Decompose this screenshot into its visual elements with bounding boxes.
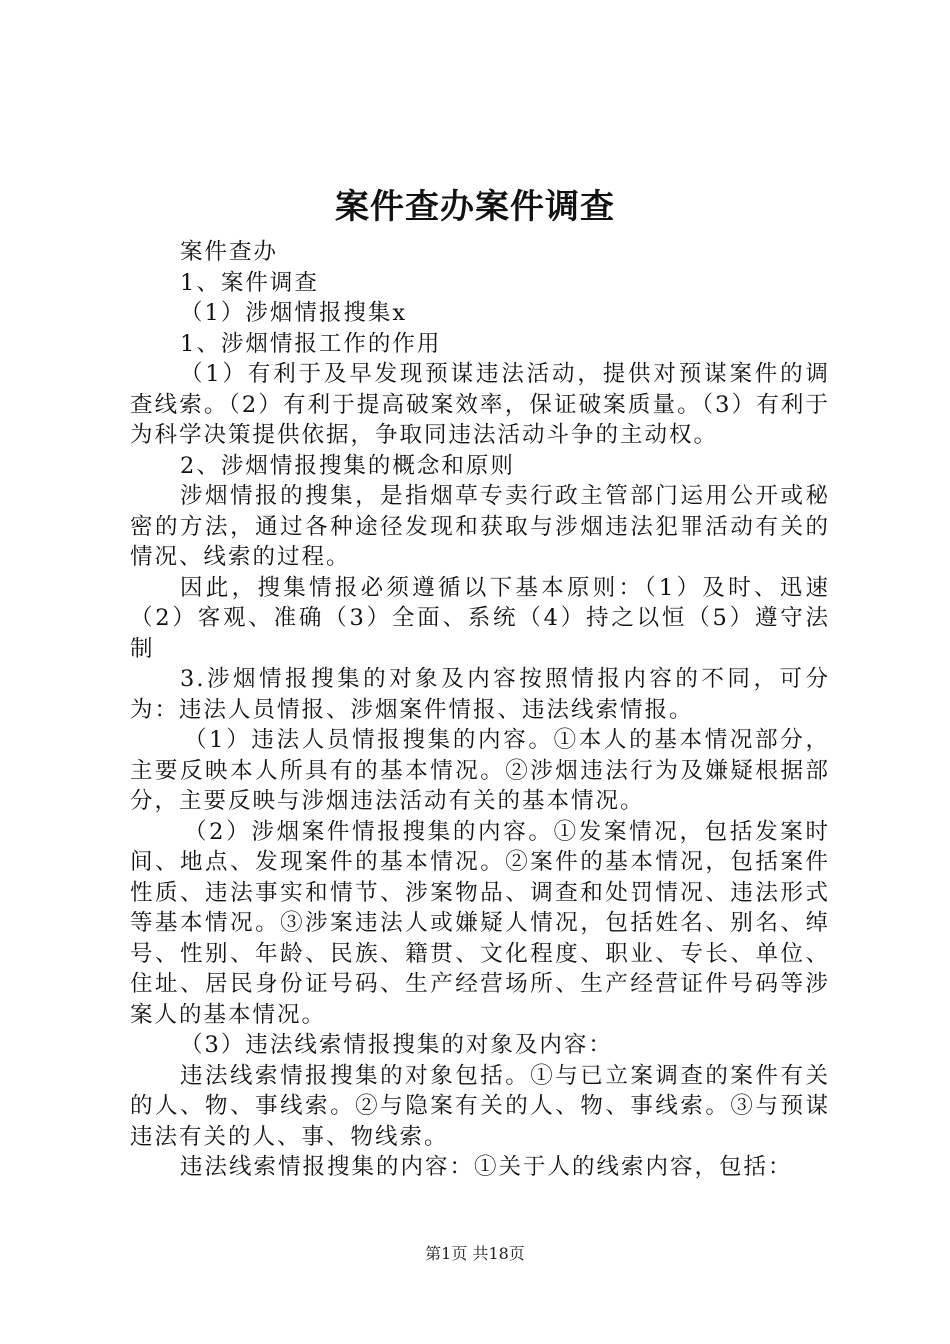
- paragraph: 案件查办: [180, 239, 279, 265]
- paragraph: 违法线索情报搜集的对象包括。①与已立案调查的案件有关的人、物、事线索。②与隐案有关的人、物、事线索。③与预谋违法有关的人、事、物线索。: [130, 1062, 830, 1150]
- paragraph: （3）违法线索情报搜集的对象及内容：: [180, 1032, 613, 1058]
- paragraph: 涉烟情报的搜集，是指烟草专卖行政主管部门运用公开或秘密的方法，通过各种途径发现和获取与涉烟违法犯罪活动有关的情况、线索的过程。: [130, 483, 830, 570]
- paragraph: （1）涉烟情报搜集x: [180, 300, 408, 326]
- paragraph: （1）违法人员情报搜集的内容。①本人的基本情况部分，主要反映本人所具有的基本情况。②涉烟违法行为及嫌疑根据部分，主要反映与涉烟违法活动有关的基本情况。: [130, 727, 830, 814]
- document-body: [130, 237, 830, 1183]
- paragraph: 1、案件调查: [180, 269, 319, 296]
- paragraph: 1、涉烟情报工作的作用: [180, 330, 442, 357]
- paragraph: （2）涉烟案件情报搜集的内容。①发案情况，包括发案时间、地点、发现案件的基本情况。②案件的基本情况，包括案件性质、违法事实和情节、涉案物品、调查和处罚情况、违法形式等基本情况。③涉案违法人或嫌疑人情况，包括姓名、别名、绰号、性别、年龄、民族、籍贯、文化程度、职业、专长、单位、住址、居民身份证号码、生产经营场所、生产经营证件号码等涉案人的基本情况。: [130, 818, 830, 1028]
- paragraph: 因此，搜集情报必须遵循以下基本原则：（1）及时、迅速（2）客观、准确（3）全面、系统（4）持之以恒（5）遵守法制: [130, 574, 830, 662]
- paragraph: （1）有利于及早发现预谋违法活动，提供对预谋案件的调查线索。（2）有利于提高破案效率，保证破案质量。（3）有利于为科学决策提供依据，争取同违法活动斗争的主动权。: [130, 361, 830, 448]
- paragraph: 违法线索情报搜集的内容：①关于人的线索内容，包括：: [180, 1154, 793, 1180]
- paragraph: 3.涉烟情报搜集的对象及内容按照情报内容的不同，可分为：违法人员情报、涉烟案件情报、违法线索情报。: [130, 666, 830, 723]
- page-footer: 第1页 共18页: [425, 1244, 525, 1263]
- paragraph: 2、涉烟情报搜集的概念和原则: [180, 452, 515, 479]
- document-title: 案件查办案件调查: [335, 187, 615, 227]
